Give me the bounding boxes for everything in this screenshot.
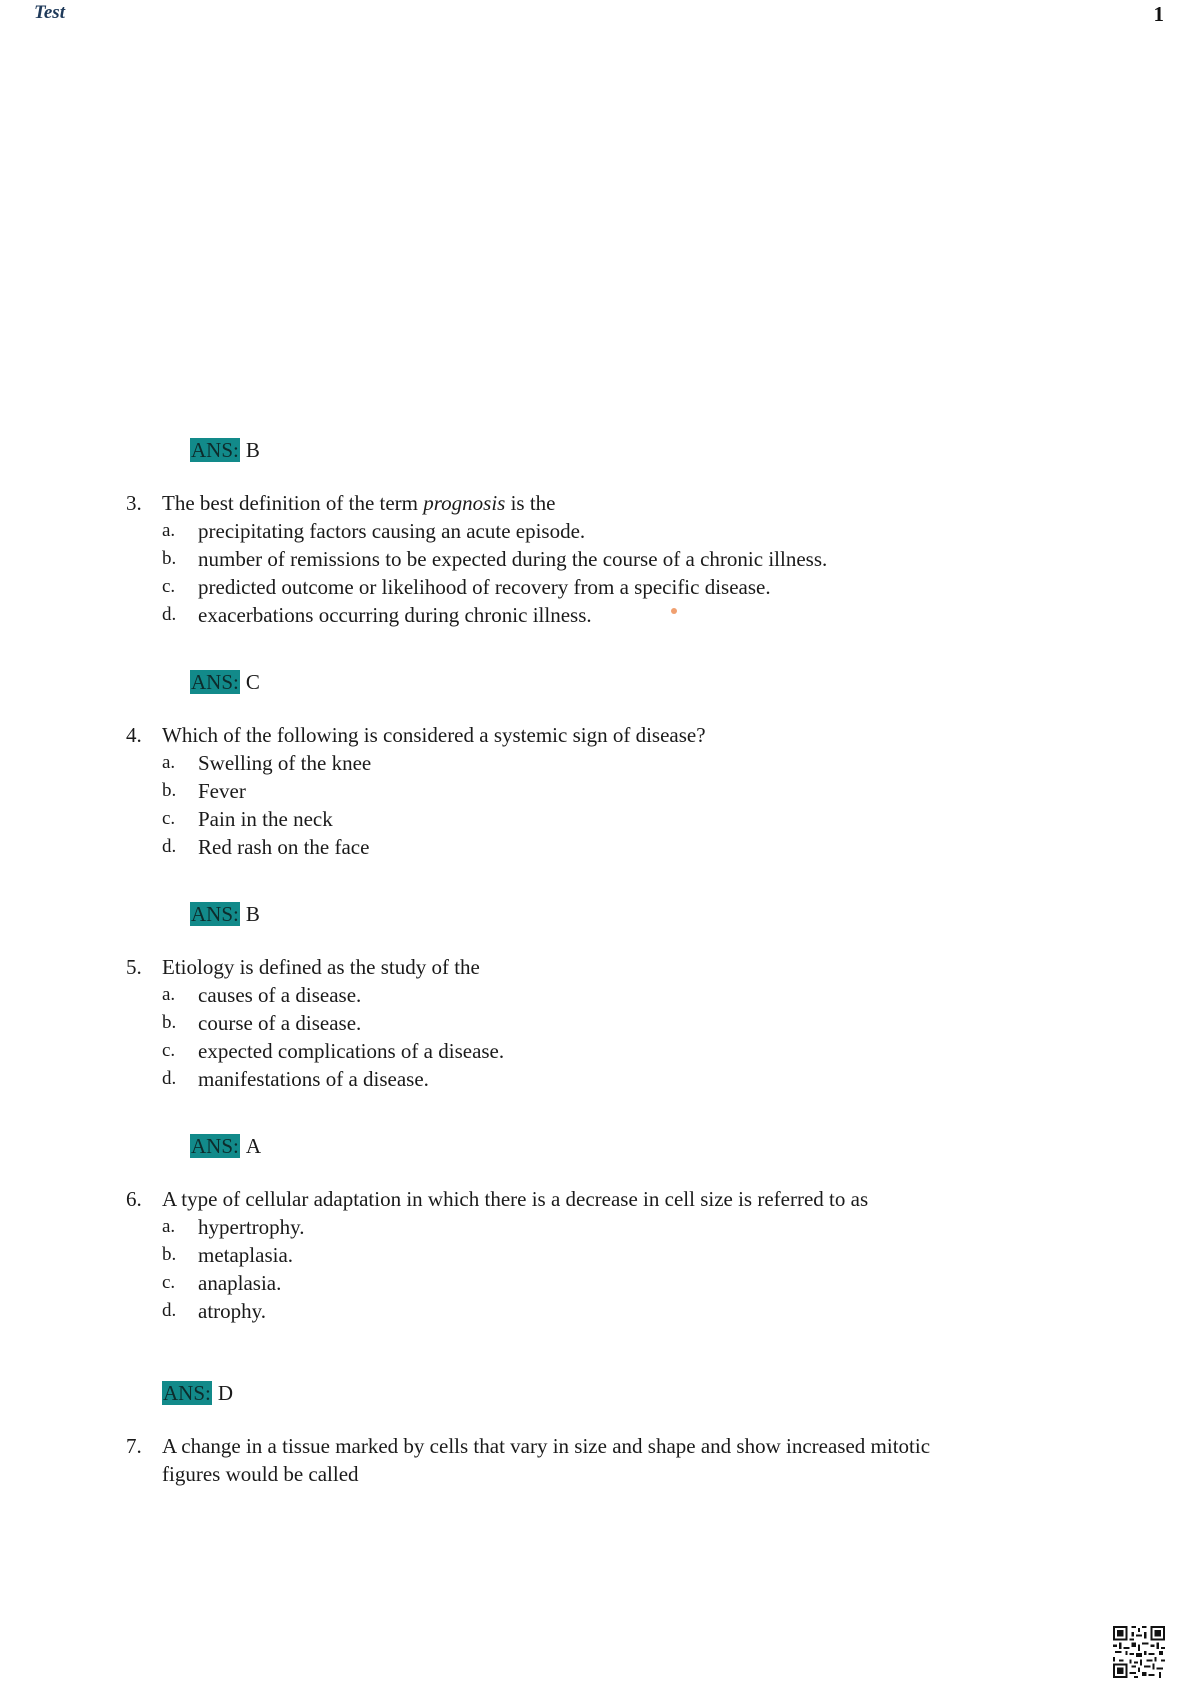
- option-text: course of a disease.: [198, 1011, 362, 1035]
- option-row: [126, 1213, 1126, 1241]
- option-row: [126, 517, 1086, 545]
- option-text: Fever: [198, 779, 246, 803]
- question-stem: [162, 489, 556, 517]
- option-row: [126, 1037, 1086, 1065]
- question-5: [126, 953, 1086, 1093]
- option-text: Swelling of the knee: [198, 751, 372, 775]
- option-letter: c.: [162, 808, 176, 829]
- option-text: anaplasia.: [198, 1271, 282, 1295]
- answer-letter: C: [245, 670, 260, 694]
- option-text: atrophy.: [198, 1299, 267, 1323]
- annotation-dot: [671, 608, 677, 614]
- question-number: 5.: [126, 955, 142, 979]
- question-4: [126, 721, 1086, 861]
- answer-label: ANS:: [191, 438, 239, 462]
- answer-q2: [190, 437, 260, 463]
- question-3: [126, 489, 1086, 629]
- option-row: [126, 1269, 1126, 1297]
- option-letter: d.: [162, 836, 177, 857]
- option-text: predicted outcome or likelihood of recovery from a specific disease.: [198, 575, 771, 599]
- option-letter: d.: [162, 1068, 177, 1089]
- answer-q5: [190, 1133, 261, 1159]
- answer-letter: B: [245, 902, 260, 926]
- option-row: [126, 777, 1086, 805]
- answer-q4: [190, 901, 260, 927]
- stem-text-after: is the: [505, 491, 556, 515]
- option-letter: b.: [162, 548, 177, 569]
- option-letter: c.: [162, 1272, 176, 1293]
- option-letter: a.: [162, 752, 176, 773]
- option-row: [126, 601, 1086, 629]
- answer-label: ANS:: [191, 902, 239, 926]
- option-letter: d.: [162, 604, 177, 625]
- question-stem: A type of cellular adaptation in which there is a decrease in cell size is referred to as: [162, 1187, 869, 1211]
- option-text: expected complications of a disease.: [198, 1039, 505, 1063]
- option-text: exacerbations occurring during chronic illness.: [198, 603, 592, 627]
- option-row: [126, 1241, 1126, 1269]
- option-row: [126, 573, 1086, 601]
- question-stem: Etiology is defined as the study of the: [162, 955, 480, 979]
- answer-q3: [190, 669, 260, 695]
- option-row: [126, 1297, 1126, 1325]
- question-stem-line2: figures would be called: [162, 1462, 359, 1486]
- option-letter: d.: [162, 1300, 177, 1321]
- answer-letter: D: [217, 1381, 234, 1405]
- option-text: Pain in the neck: [198, 807, 333, 831]
- question-7: [126, 1432, 1166, 1488]
- option-row: [126, 545, 1086, 573]
- option-letter: b.: [162, 1244, 177, 1265]
- question-stem: Which of the following is considered a systemic sign of disease?: [162, 723, 706, 747]
- question-number: 4.: [126, 723, 142, 747]
- answer-letter: A: [245, 1134, 262, 1158]
- answer-label: ANS:: [163, 1381, 211, 1405]
- stem-text: The best definition of the term: [162, 491, 424, 515]
- option-letter: b.: [162, 780, 177, 801]
- answer-q6: [162, 1380, 233, 1406]
- answer-label: ANS:: [191, 670, 239, 694]
- answer-letter: B: [245, 438, 260, 462]
- option-text: Red rash on the face: [198, 835, 370, 859]
- question-6: [126, 1185, 1126, 1325]
- option-row: [126, 805, 1086, 833]
- option-row: [126, 981, 1086, 1009]
- option-text: manifestations of a disease.: [198, 1067, 429, 1091]
- option-text: hypertrophy.: [198, 1215, 305, 1239]
- option-letter: c.: [162, 576, 176, 597]
- option-row: [126, 749, 1086, 777]
- header-title: Test: [34, 2, 65, 23]
- option-text: precipitating factors causing an acute episode.: [198, 519, 586, 543]
- option-row: [126, 1009, 1086, 1037]
- qr-code-icon: [1113, 1626, 1165, 1678]
- option-letter: b.: [162, 1012, 177, 1033]
- option-row: [126, 833, 1086, 861]
- option-letter: a.: [162, 984, 176, 1005]
- option-text: metaplasia.: [198, 1243, 294, 1267]
- question-number: 3.: [126, 491, 142, 515]
- option-text: number of remissions to be expected during the course of a chronic illness.: [198, 547, 828, 571]
- option-letter: c.: [162, 1040, 176, 1061]
- option-row: [126, 1065, 1086, 1093]
- question-stem-line1: A change in a tissue marked by cells that vary in size and shape and show increased mitotic: [162, 1434, 931, 1458]
- question-number: 7.: [126, 1434, 142, 1458]
- answer-label: ANS:: [191, 1134, 239, 1158]
- option-letter: a.: [162, 1216, 176, 1237]
- question-number: 6.: [126, 1187, 142, 1211]
- option-letter: a.: [162, 520, 176, 541]
- option-text: causes of a disease.: [198, 983, 362, 1007]
- page-number: 1: [1153, 2, 1164, 26]
- stem-italic-term: prognosis: [423, 491, 506, 515]
